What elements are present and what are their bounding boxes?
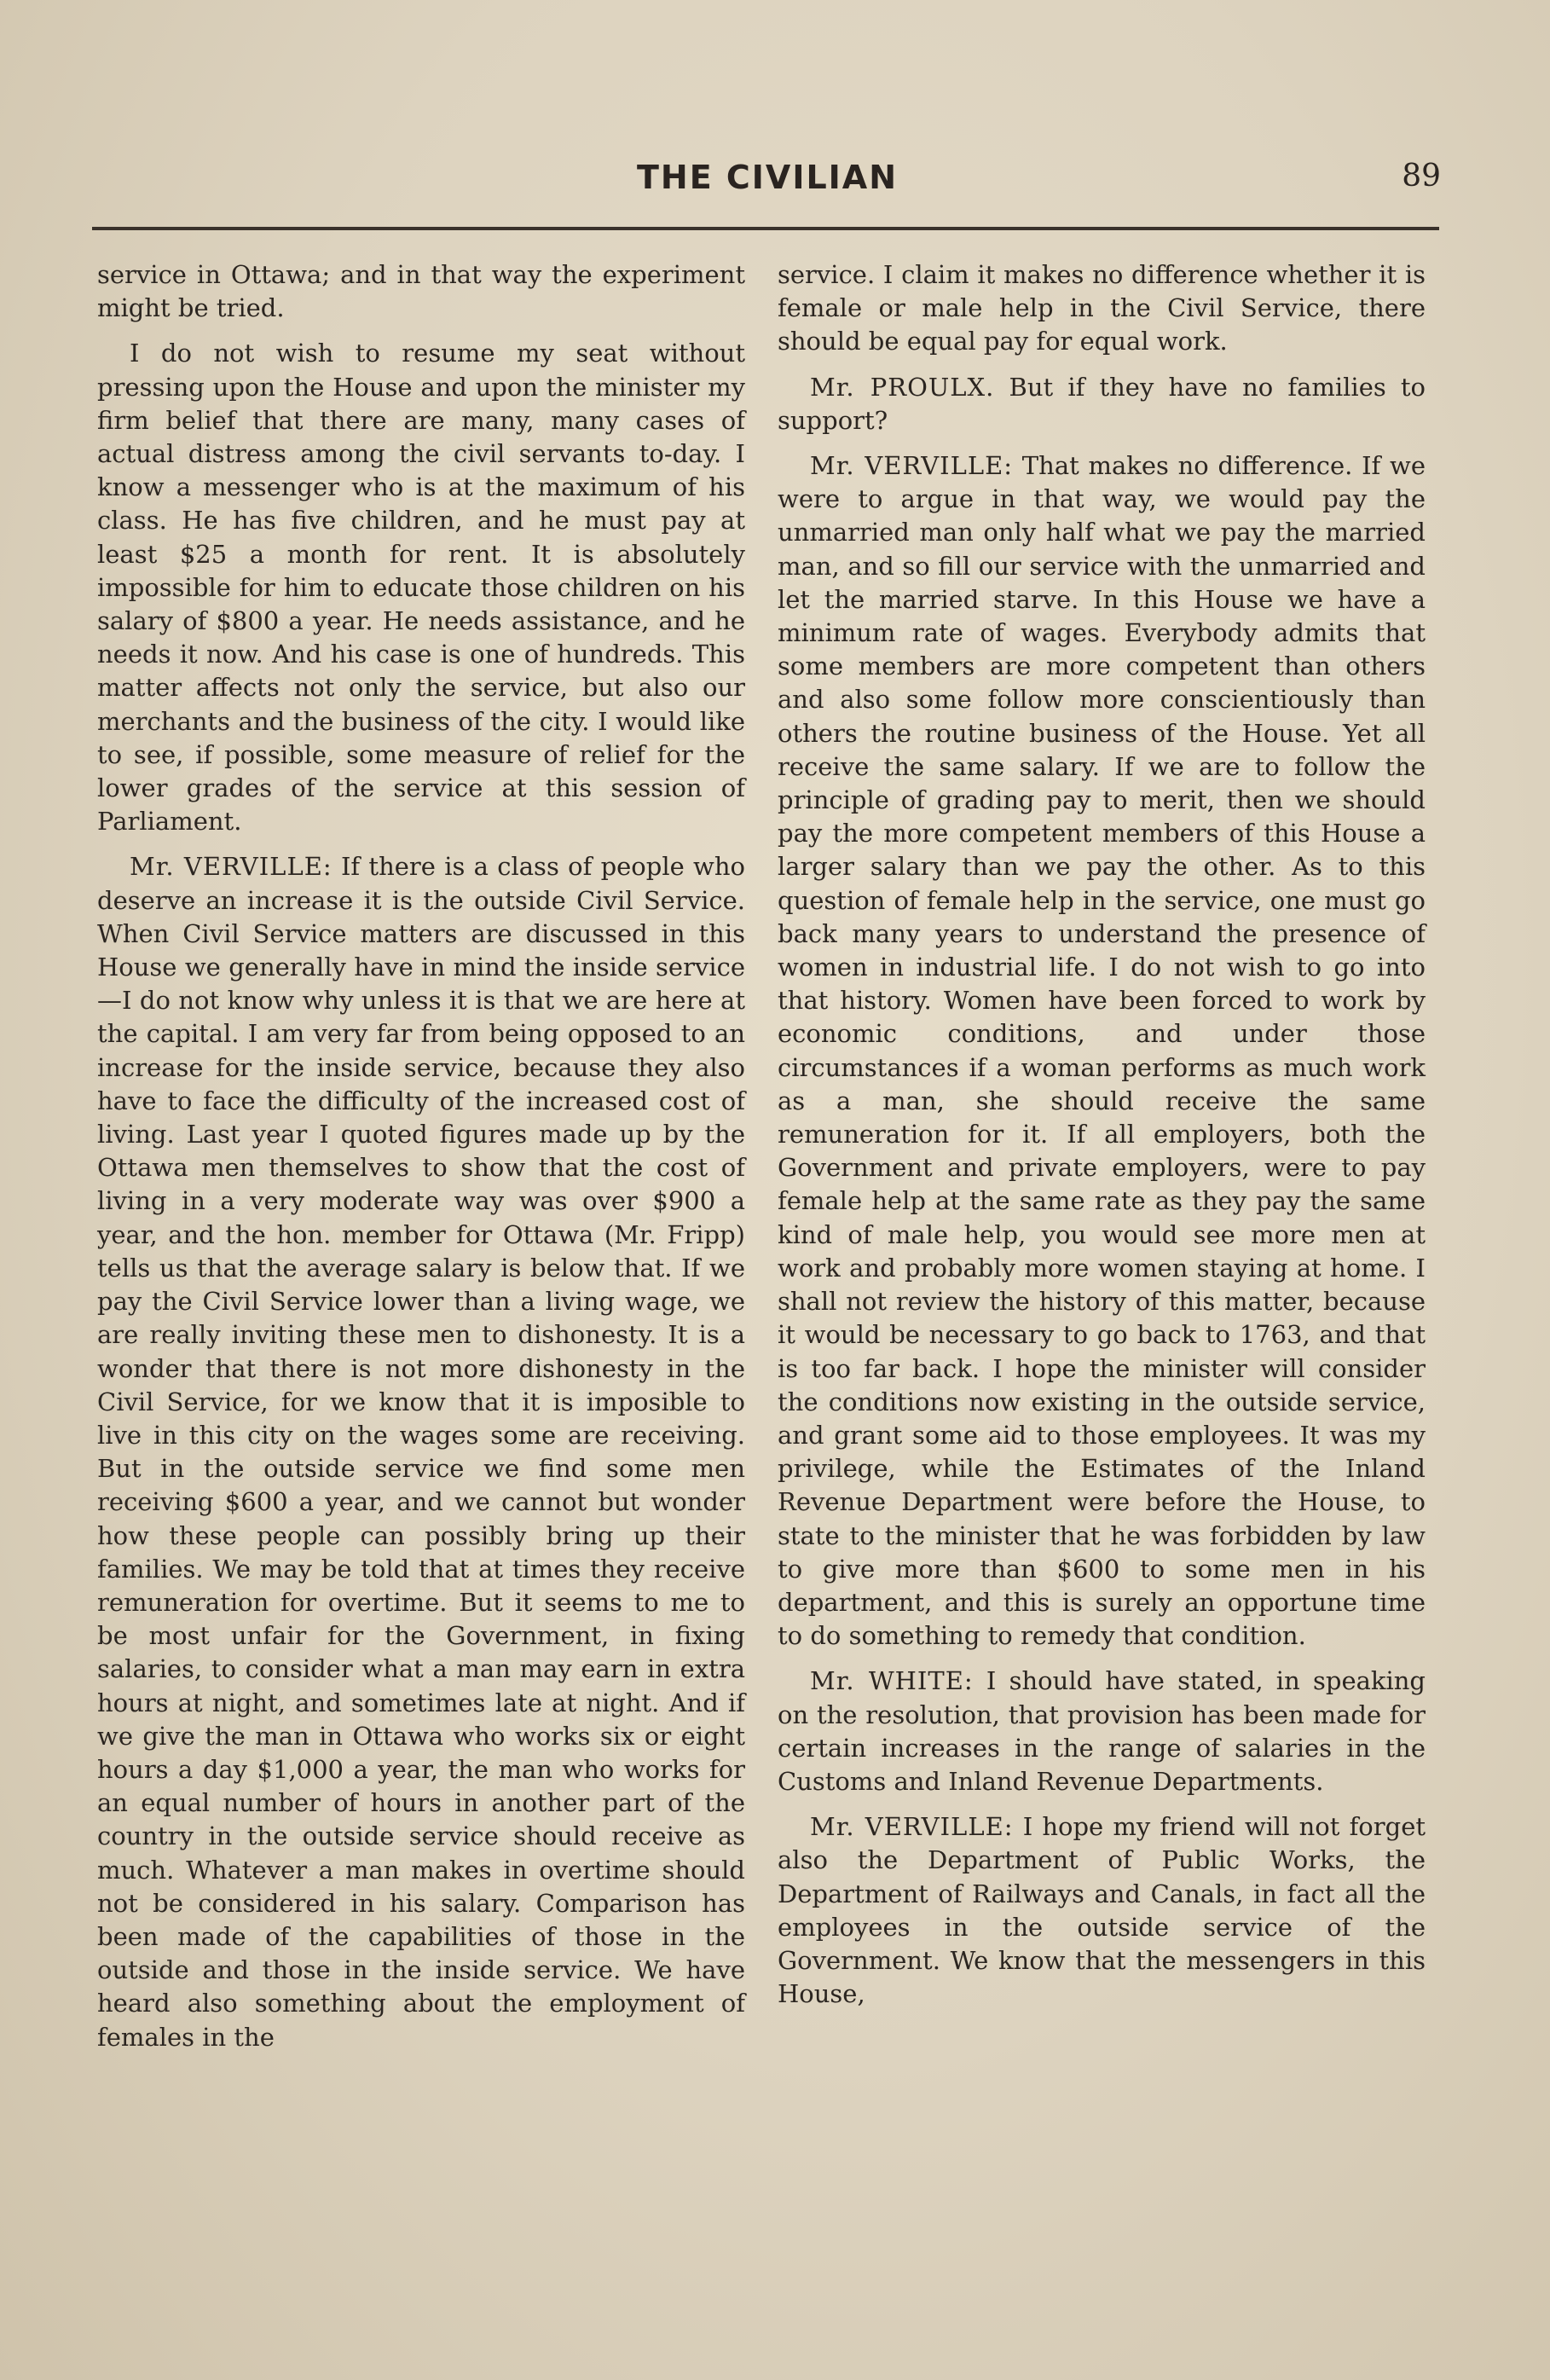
speech-paragraph — [778, 1665, 1426, 1798]
speaker-name: Mr. PROULX. — [810, 372, 995, 402]
paragraph: service in Ottawa; and in that way the experiment might be tried. — [97, 260, 745, 323]
speech-paragraph — [778, 1810, 1426, 2011]
speech-text: I should have stated, in speaking on the resolution, that provision has been made for certain increases in the range of salaries in the Customs and Inland Revenue Departments. — [778, 1666, 1426, 1796]
paragraph: I do not wish to resume my seat without pressing upon the House and upon the minister my firm belief that there are many, many cases of actual distress among the civil servants to-day. I know a messenger who is at the maximum of his class. He has five children, and he must pay at least $25 a month for rent. It is absolutely impossible for him to educate those children on his salary of $800 a year. He needs assistance, and he needs it now. And his case is one of hundreds. This matter affects not only the service, but also our merchants and the business of the city. I would like to see, if possible, some measure of relief for the lower grades of the service at this session of Parliament. — [97, 339, 745, 837]
speech-text: But if they have no families to support? — [778, 372, 1426, 435]
paragraph: service. I claim it makes no difference whether it is female or male help in the Civil Service, there should be equal pay for equal work. — [778, 260, 1426, 356]
right-column — [778, 258, 1426, 2023]
left-column — [97, 258, 745, 2066]
speech-text: I hope my friend will not forget also the Department of Public Works, the Department of Railways and Canals, in fact all the employees in the outside service of the Government. We know that the messengers in this House, — [778, 1812, 1426, 2009]
speaker-name: Mr. VERVILLE: — [810, 451, 1014, 481]
page-header — [94, 159, 1441, 201]
running-title: THE CIVILIAN — [636, 159, 899, 196]
speech-paragraph — [97, 850, 745, 2053]
speaker-name: Mr. WHITE: — [810, 1666, 974, 1696]
speaker-name: Mr. VERVILLE: — [130, 852, 333, 882]
speaker-name: Mr. VERVILLE: — [810, 1812, 1014, 1842]
speech-paragraph — [778, 449, 1426, 1653]
speech-text: That makes no difference. If we were to argue in that way, we would pay the unmarried man only half what we pay the married man, and so fill our service with the unmarried and let the married starve. In this House we have a minimum rate of wages. Everybody admits that some members are more competent than others and also some follow more conscientiously than others the routine business of the House. Yet all receive the same salary. If we are to follow the principle of grading pay to merit, then we should pay the more competent members of this House a larger salary than we pay the other. As to this question of female help in the service, one must go back many years to understand the presence of women in industrial life. I do not wish to go into that history. Women have been forced to work by economic conditions, and under those circumstances if a woman performs as much work as a man, she should receive the same remuneration for it. If all employers, both the Government and private employers, were to pay female help at the same rate as they pay the same kind of male help, you would see more men at work and probably more women staying at home. I shall not review the history of this matter, because it would be necessary to go back to 1763, and that is too far back. I hope the minister will consider the conditions now existing in the outside service, and grant some aid to those employees. It was my privilege, while the Estimates of the Inland Revenue Department were before the House, to state to the minister that he was forbidden by law to give more than $600 to some men in his department, and this is surely an opportune time to do something to remedy that condition. — [778, 451, 1426, 1651]
speech-paragraph — [778, 371, 1426, 437]
speech-text: If there is a class of people who deserve an increase it is the outside Civil Service. When Civil Service matters are discussed in this House we generally have in mind the inside service—I do not know why unless it is that we are here at the capital. I am very far from being opposed to an increase for the inside service, because they also have to face the difficulty of the increased cost of living. Last year I quoted figures made up by the Ottawa men themselves to show that the cost of living in a very moderate way was over $900 a year, and the hon. member for Ottawa (Mr. Fripp) tells us that the average salary is below that. If we pay the Civil Service lower than a living wage, we are really inviting these men to dishonesty. It is a wonder that there is not more dishonesty in the Civil Service, for we know that it is imposible to live in this city on the wages some are receiving. But in the outside service we find some men receiving $600 a year, and we cannot but wonder how these people can possibly bring up their families. We may be told that at times they receive remuneration for overtime. But it seems to me to be most unfair for the Government, in fixing salaries, to consider what a man may earn in extra hours at night, and sometimes late at night. And if we give the man in Ottawa who works six or eight hours a day $1,000 a year, the man who works for an equal number of hours in another part of the country in the outside service should receive as much. Whatever a man makes in overtime should not be considered in his salary. Comparison has been made of the capabilities of those in the outside and those in the inside service. We have heard also something about the employment of females in the — [97, 852, 746, 2052]
page-number: 89 — [1402, 159, 1441, 194]
header-rule — [92, 227, 1439, 230]
